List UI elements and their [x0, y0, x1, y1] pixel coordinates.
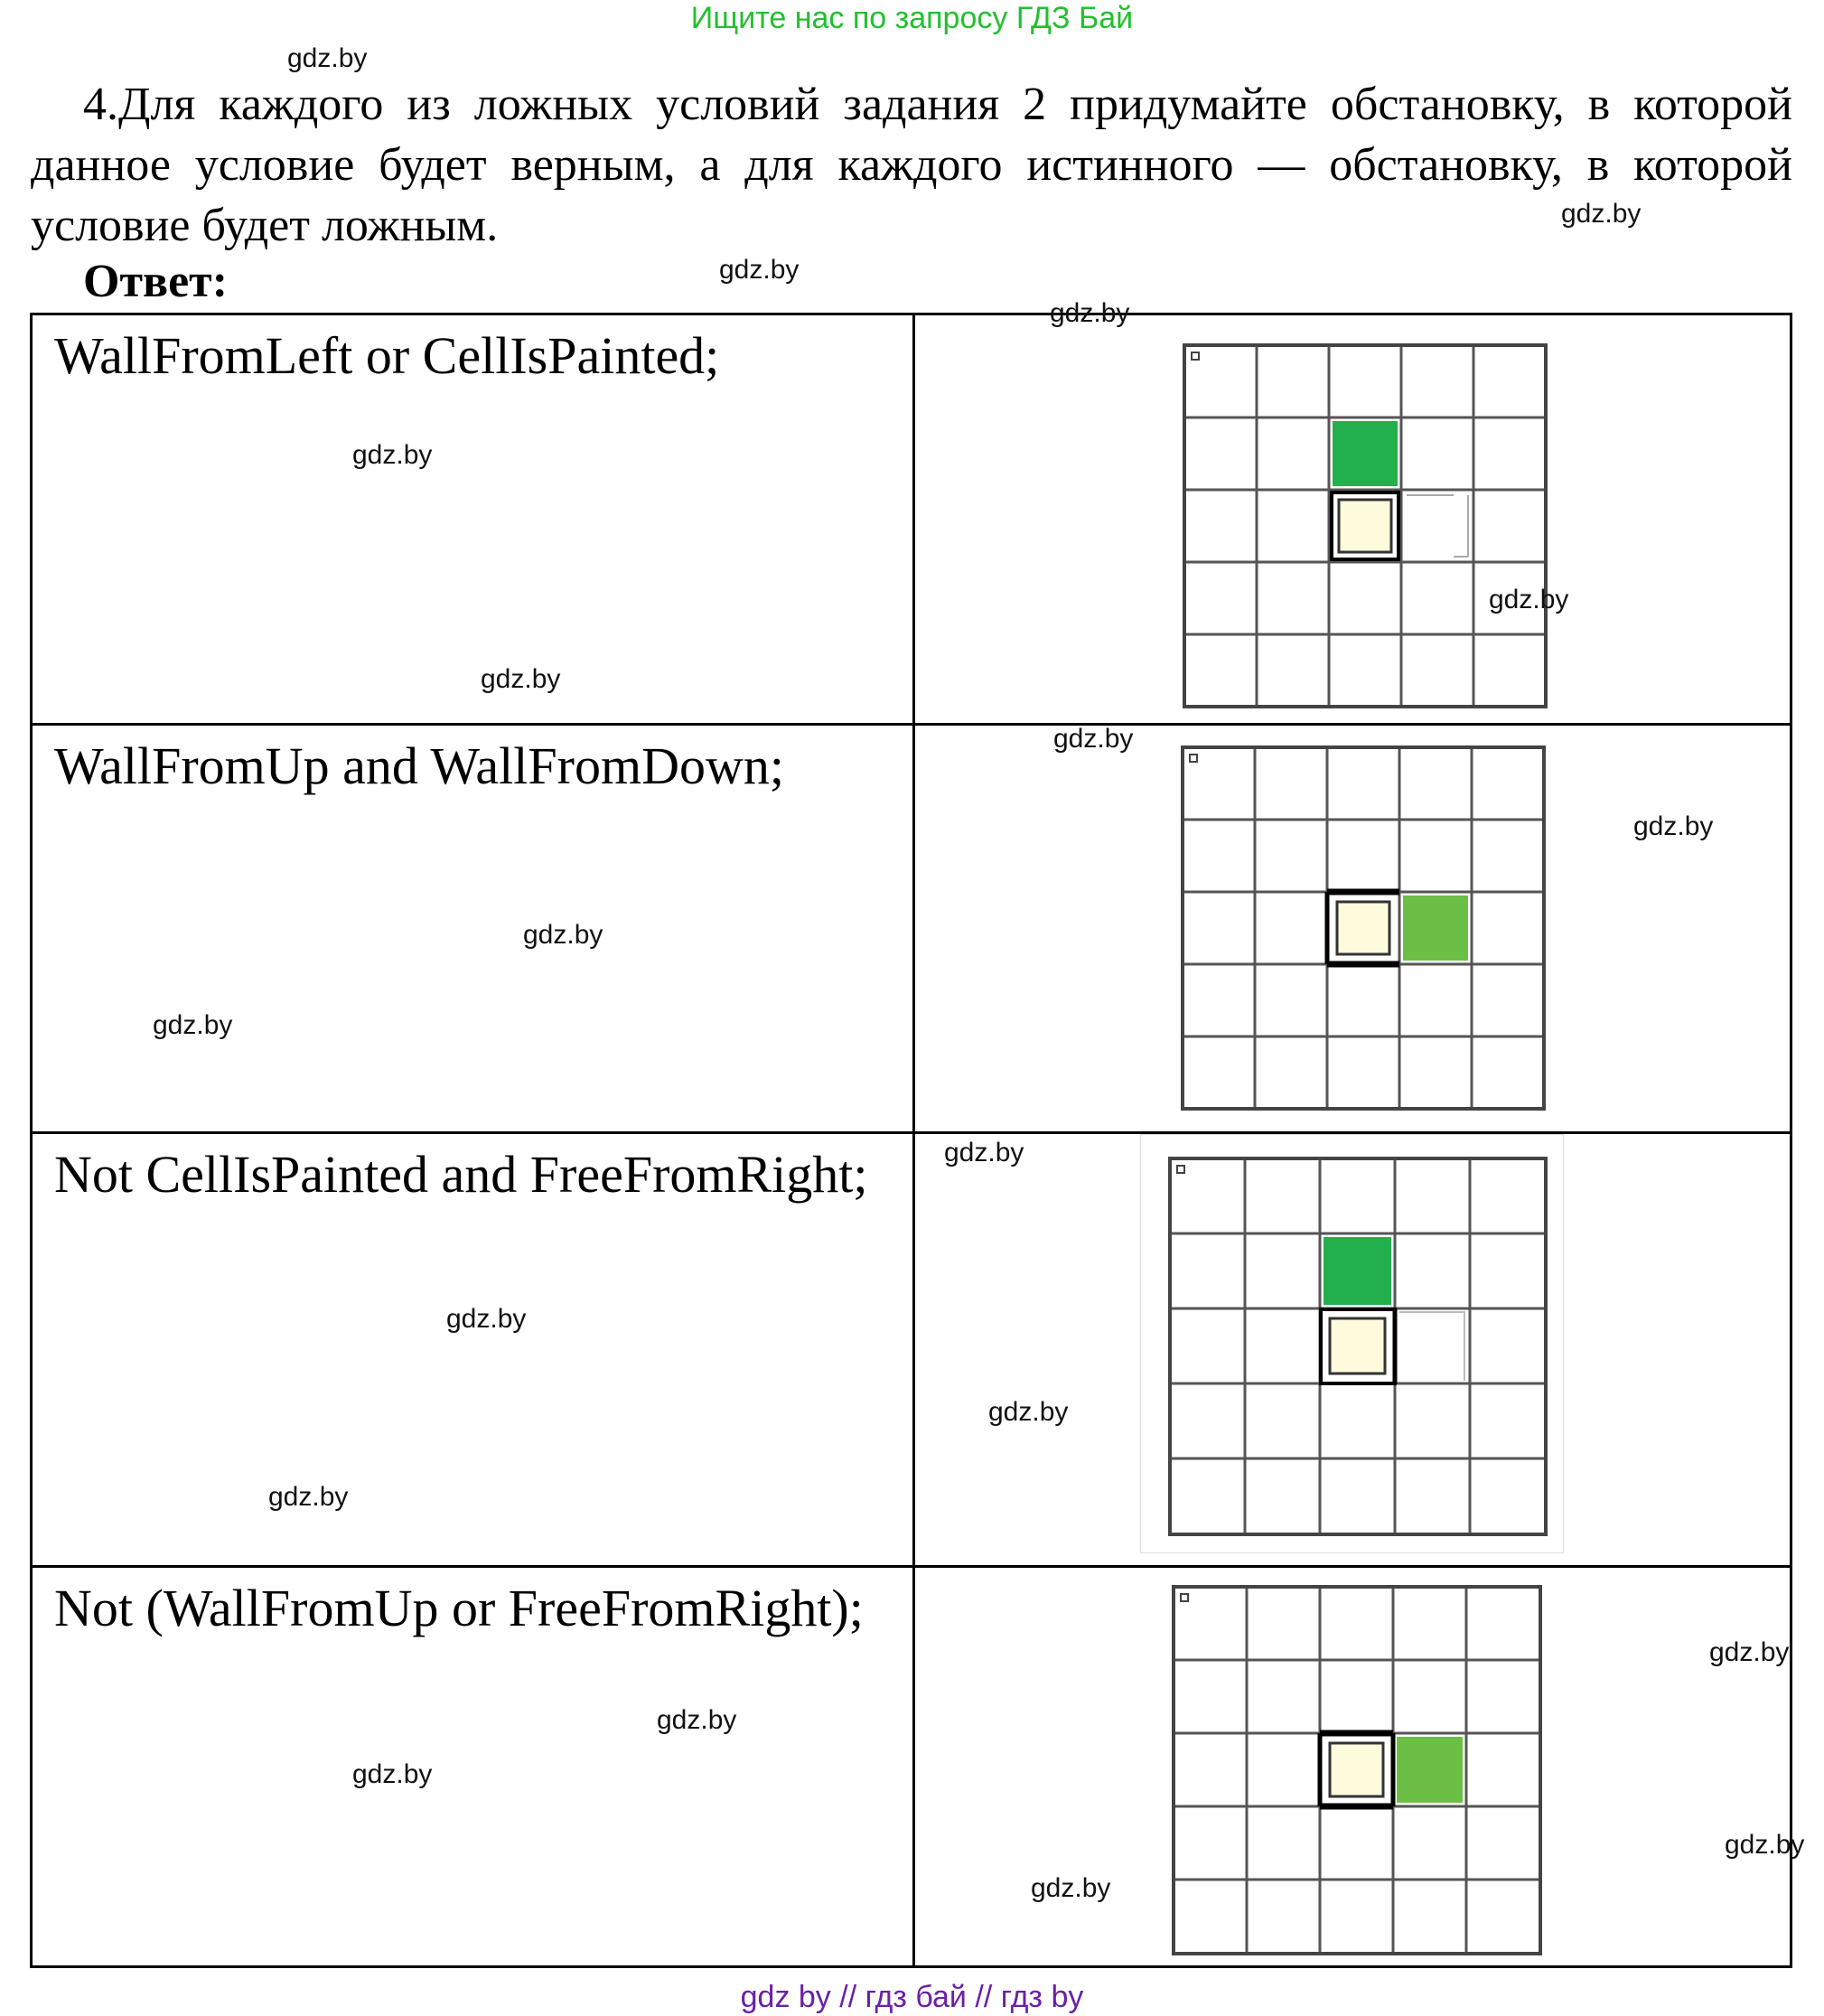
watermark: gdz.by	[352, 440, 433, 470]
field-cell	[914, 1133, 1791, 1567]
condition-cell	[32, 725, 914, 1133]
task-statement	[31, 74, 1792, 256]
watermark: gdz.by	[153, 1010, 233, 1040]
condition-text: WallFromUp and WallFromDown;	[54, 736, 784, 795]
footer: gdz by // гдз бай // гдз by	[740, 1980, 1084, 2014]
robot-field-3	[1140, 1134, 1564, 1553]
watermark: gdz.by	[287, 43, 368, 73]
watermark: gdz.by	[719, 255, 800, 285]
watermark: gdz.by	[1053, 724, 1134, 754]
condition-text: WallFromLeft or CellIsPainted;	[54, 326, 720, 385]
watermark: gdz.by	[1031, 1873, 1111, 1903]
answer-label: Ответ:	[83, 256, 229, 307]
robot-field-1	[1183, 343, 1548, 708]
watermark: gdz.by	[446, 1304, 527, 1334]
watermark: gdz.by	[944, 1138, 1024, 1167]
watermark: gdz.by	[988, 1397, 1069, 1427]
condition-text: Not (WallFromUp or FreeFromRight);	[54, 1579, 864, 1637]
watermark: gdz.by	[268, 1482, 349, 1512]
watermark: gdz.by	[1489, 585, 1569, 614]
table-row	[32, 725, 1791, 1133]
condition-cell	[32, 314, 914, 725]
field-cell	[914, 725, 1791, 1133]
watermark: gdz.by	[1725, 1830, 1805, 1860]
condition-cell	[32, 1133, 914, 1567]
watermark: gdz.by	[1050, 298, 1130, 328]
robot-field-4	[1172, 1585, 1542, 1955]
watermark: gdz.by	[523, 920, 603, 950]
top-banner: Ищите нас по запросу ГДЗ Бай	[690, 1, 1134, 35]
watermark: gdz.by	[1633, 811, 1714, 841]
watermark: gdz.by	[1561, 199, 1642, 229]
table-row	[32, 314, 1791, 725]
table-row	[32, 1567, 1791, 1967]
watermark: gdz.by	[352, 1759, 433, 1789]
robot-field-2	[1181, 745, 1546, 1111]
condition-cell	[32, 1567, 914, 1967]
answer-table	[30, 313, 1792, 1968]
field-cell	[914, 314, 1791, 725]
field-cell	[914, 1567, 1791, 1967]
watermark: gdz.by	[481, 664, 561, 694]
watermark: gdz.by	[657, 1705, 737, 1735]
watermark: gdz.by	[1709, 1637, 1790, 1667]
task-text: 4.Для каждого из ложных условий задания 2 придумайте обстановку, в которой данное условие будет верным, а для каждого истинного — обстановку, в которой условие будет ложным.	[31, 79, 1792, 251]
condition-text: Not CellIsPainted and FreeFromRight;	[54, 1145, 868, 1204]
